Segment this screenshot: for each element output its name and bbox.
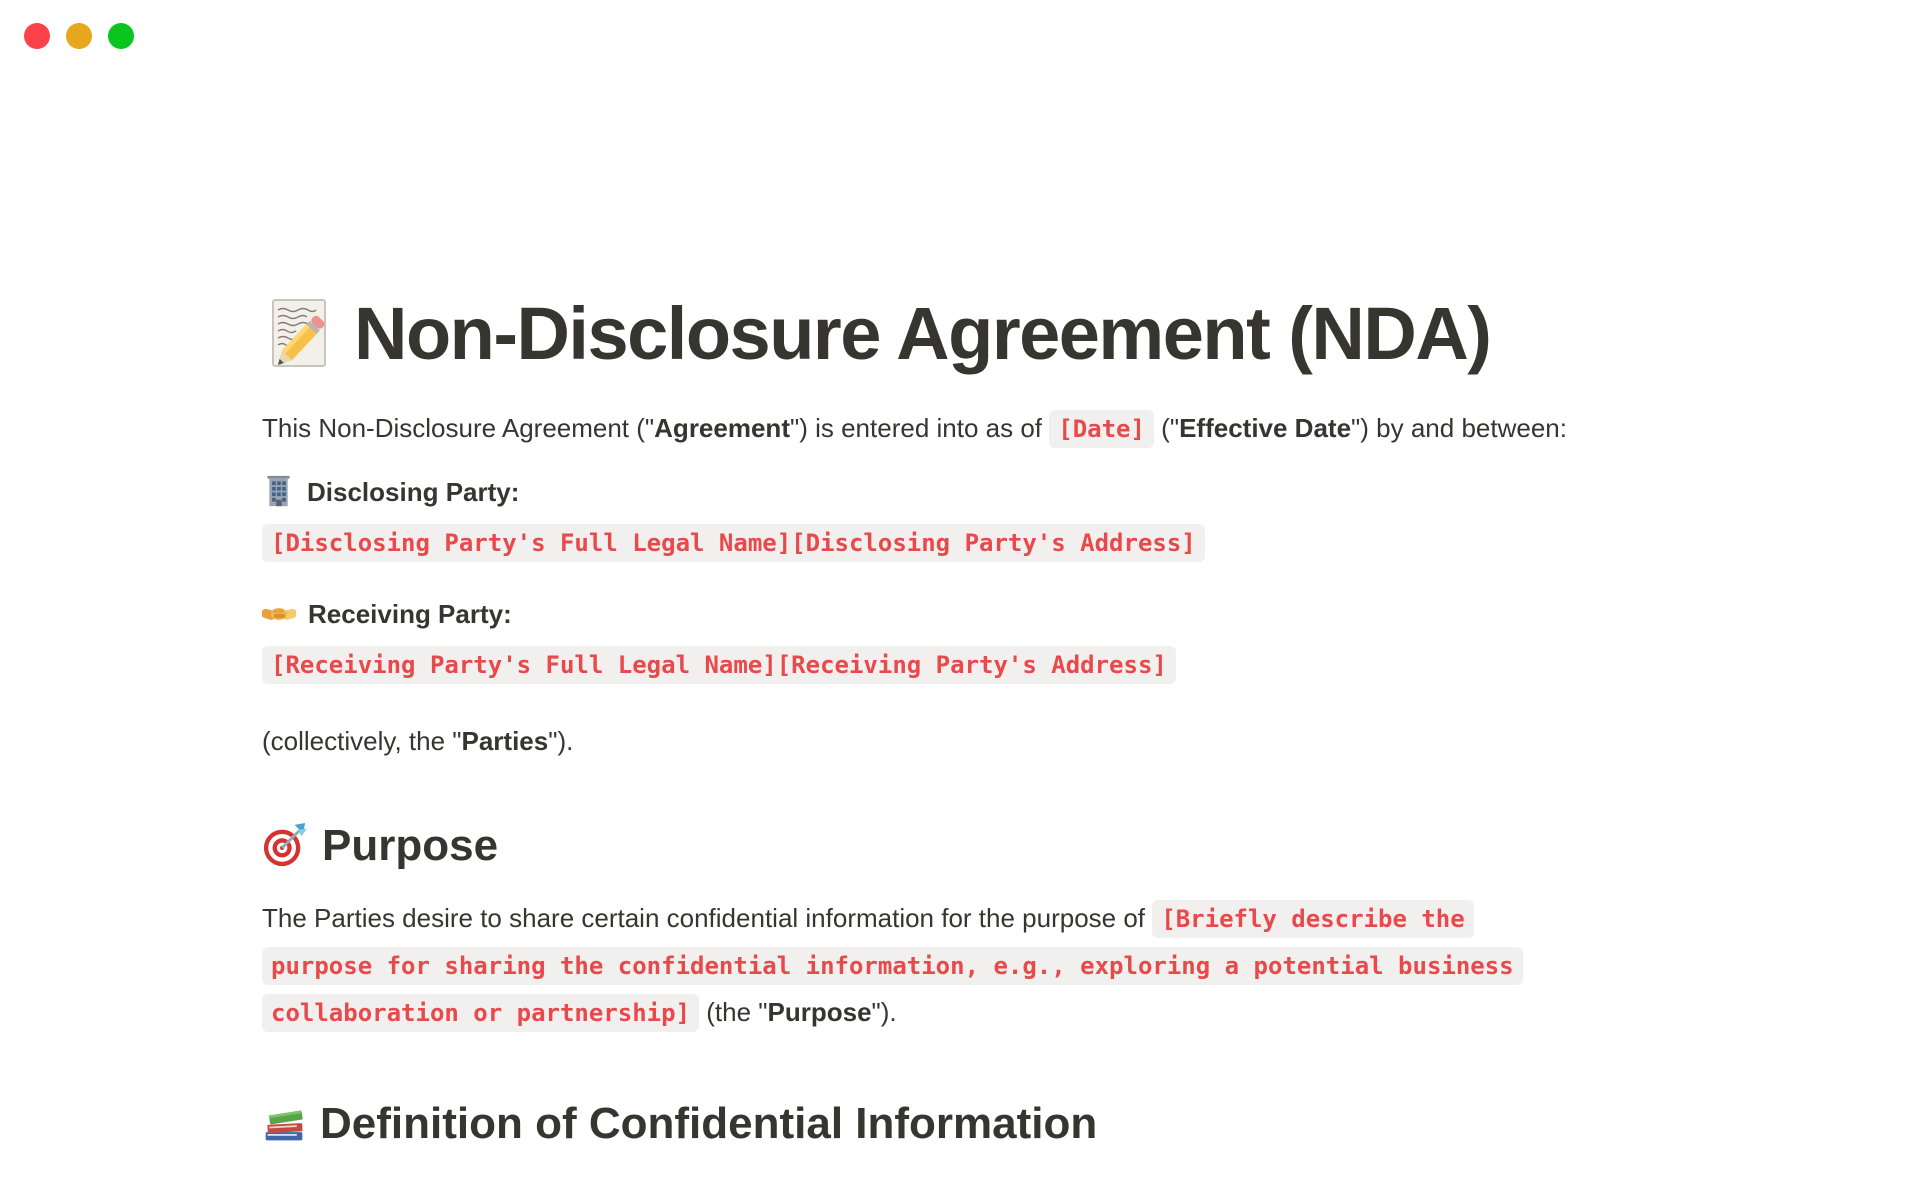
disclosing-party-placeholder-code: [Disclosing Party's Full Legal Name][Disclosing Party's Address] [262, 524, 1205, 562]
collective-paragraph [262, 718, 1580, 764]
page-title-text: Non-Disclosure Agreement (NDA) [354, 292, 1491, 375]
purpose-text-3: "). [871, 996, 897, 1027]
disclosing-party-label [262, 472, 1662, 512]
intro-text-4: ") by and between: [1351, 412, 1567, 443]
purpose-text-1: The Parties desire to share certain confidential information for the purpose of [262, 902, 1153, 933]
disclosing-party-code-line [262, 520, 1662, 570]
receiving-party-label-text: Receiving Party: [308, 598, 512, 629]
definition-heading-text: Definition of Confidential Information [320, 1098, 1098, 1148]
zoom-button[interactable] [108, 23, 134, 49]
window-controls [24, 23, 134, 49]
minimize-button[interactable] [66, 23, 92, 49]
receiving-party-label [262, 594, 1662, 634]
intro-text-2: ") is entered into as of [789, 412, 1050, 443]
books-icon [262, 1101, 306, 1145]
purpose-paragraph [262, 895, 1580, 1036]
collective-text-1: (collectively, the " [262, 725, 462, 756]
memo-icon [262, 297, 336, 371]
office-building-icon [262, 475, 295, 508]
target-icon [262, 822, 308, 868]
document [262, 288, 1662, 1151]
definition-heading [262, 1096, 1662, 1151]
intro-text-3: (" [1153, 412, 1180, 443]
handshake-icon [262, 597, 296, 631]
collective-bold-parties: Parties [461, 725, 549, 756]
page-title [262, 288, 1662, 381]
purpose-heading-text: Purpose [322, 820, 499, 870]
intro-bold-effective-date: Effective Date [1179, 412, 1352, 443]
purpose-placeholder-code: [Briefly describe the purpose for sharing the confidential information, e.g., exploring a potential business collaboration or partnership] [262, 900, 1523, 1032]
close-button[interactable] [24, 23, 50, 49]
receiving-party-placeholder-code: [Receiving Party's Full Legal Name][Receiving Party's Address] [262, 646, 1176, 684]
date-placeholder-code: [Date] [1049, 410, 1154, 448]
purpose-heading [262, 818, 1662, 873]
intro-text-1: This Non-Disclosure Agreement (" [262, 412, 655, 443]
purpose-bold: Purpose [767, 996, 872, 1027]
collective-text-2: "). [548, 725, 574, 756]
purpose-text-2: (the " [699, 996, 768, 1027]
intro-bold-agreement: Agreement [654, 412, 790, 443]
receiving-party-code-line [262, 642, 1662, 692]
intro-paragraph [262, 405, 1580, 452]
disclosing-party-label-text: Disclosing Party: [307, 476, 520, 507]
